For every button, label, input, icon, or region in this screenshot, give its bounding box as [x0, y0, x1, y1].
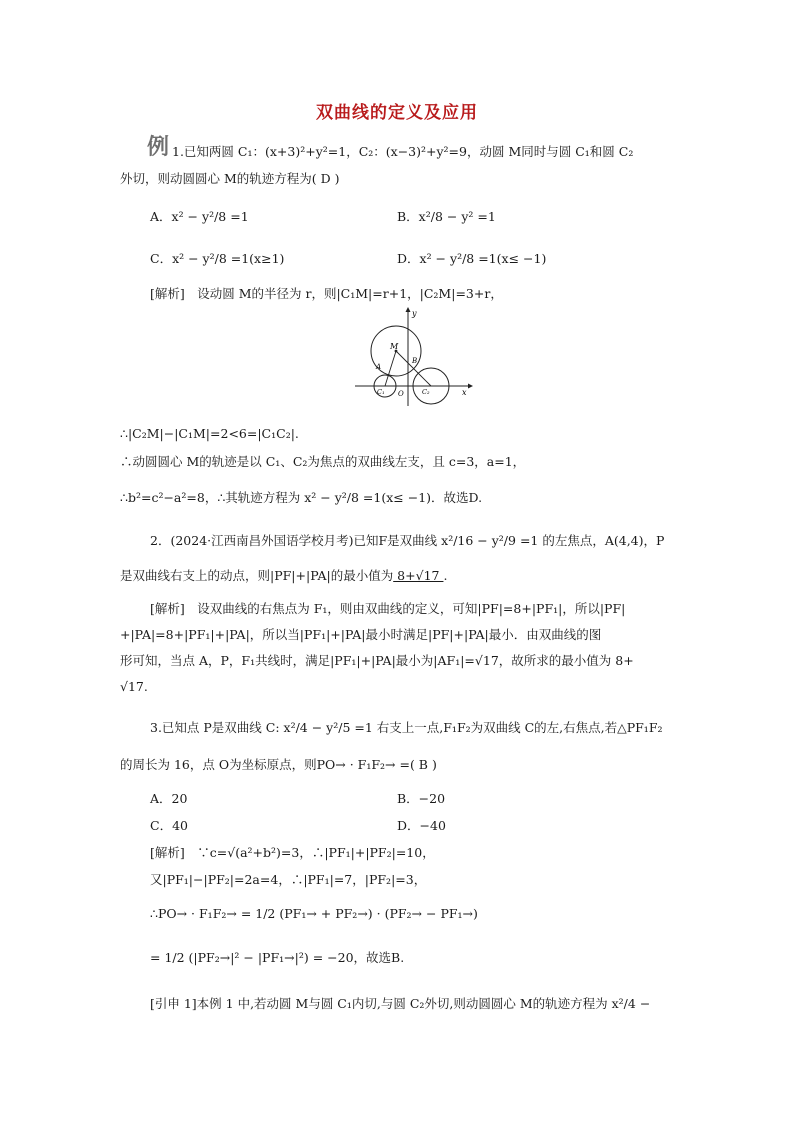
problem3-solution-line1: [解析] ∵c=√(a²+b²)=3，∴|PF₁|+|PF₂|=10， [150, 845, 435, 860]
x-axis-arrow [468, 384, 473, 389]
label-o: O [398, 390, 404, 398]
problem2-solution-line4: √17. [120, 679, 148, 694]
problem1-solution-line2: ∴|C₂M|−|C₁M|=2<6=|C₁C₂|. [120, 426, 299, 441]
problem2-solution-line2: +|PA|=8+|PF₁|+|PA|，所以当|PF₁|+|PA|最小时满足|PF|+|PA|最小．由双曲线的图 [120, 627, 602, 642]
label-c1: C₁ [377, 388, 385, 396]
label-c2: C₂ [422, 388, 430, 396]
label-x: x [462, 388, 467, 397]
problem2-line1: 2．(2024·江西南昌外国语学校月考)已知F是双曲线 x²/16 − y²/9 =1 的左焦点，A(4,4)，P [150, 533, 665, 548]
problem3-option-c: C．40 [150, 818, 188, 833]
problem3-line1: 3.已知点 P是双曲线 C: x²/4 − y²/5 =1 右支上一点,F₁F₂为双曲线 C的左,右焦点,若△PF₁F₂ [150, 720, 663, 735]
problem3-line2: 的周长为 16，点 O为坐标原点，则PO→ · F₁F₂→ =( B ) [120, 757, 437, 772]
problem2-answer: 8+√17 [393, 568, 444, 583]
page-title: 双曲线的定义及应用 [316, 103, 478, 123]
problem2-solution-line1: [解析] 设双曲线的右焦点为 F₁，则由双曲线的定义，可知|PF|=8+|PF₁|，所以|PF| [150, 601, 626, 616]
problem1-option-b: B．x²/8 − y² =1 [397, 209, 496, 224]
problem2-line2-end: . [443, 568, 448, 583]
problem3-solution-line3: ∴PO→ · F₁F₂→ = 1/2 (PF₁→ + PF₂→) · (PF₂→ − PF₁→) [150, 906, 478, 921]
problem3-option-d: D．−40 [397, 818, 446, 833]
problem3-solution-line4: = 1/2 (|PF₂→|² − |PF₁→|²) = −20，故选B. [150, 950, 405, 965]
example-badge: 例 [147, 135, 169, 160]
y-axis-arrow [406, 307, 411, 312]
problem1-solution-line1: [解析] 设动圆 M的半径为 r，则|C₁M|=r+1，|C₂M|=3+r， [150, 286, 503, 301]
problem1-solution-line4: ∴b²=c²−a²=8，∴其轨迹方程为 x² − y²/8 =1(x≤ −1)．故选D. [120, 490, 483, 505]
problem1-option-d: D．x² − y²/8 =1(x≤ −1) [397, 251, 547, 266]
problem1-line1: 1.已知两圆 C₁：(x+3)²+y²=1，C₂：(x−3)²+y²=9，动圆 M同时与圆 C₁和圆 C₂ [172, 144, 634, 159]
label-b: B [412, 357, 418, 365]
label-m: M [390, 342, 399, 351]
two-circles-diagram [350, 306, 475, 408]
problem2-line2-text: 是双曲线右支上的动点，则|PF|+|PA|的最小值为 [120, 568, 394, 583]
problem2-line2 [120, 568, 447, 584]
problem1-option-c: C．x² − y²/8 =1(x≥1) [150, 251, 285, 266]
problem3-option-b: B．−20 [397, 791, 446, 806]
problem3-option-a: A．20 [150, 791, 188, 806]
label-a: A [376, 363, 382, 371]
problem2-solution-line3: 形可知，当点 A，P，F₁共线时，满足|PF₁|+|PA|最小为|AF₁|=√17，故所求的最小值为 8+ [120, 653, 634, 668]
problem1-solution-line3: ∴动圆圆心 M的轨迹是以 C₁、C₂为焦点的双曲线左支，且 c=3，a=1， [120, 454, 526, 469]
problem1-option-a: A．x² − y²/8 =1 [150, 209, 249, 224]
label-y: y [412, 309, 417, 318]
problem3-solution-line2: 又|PF₁|−|PF₂|=2a=4，∴|PF₁|=7，|PF₂|=3， [150, 872, 427, 887]
extension-line1: [引申 1]本例 1 中,若动圆 M与圆 C₁内切,与圆 C₂外切,则动圆圆心 M的轨迹方程为 x²/4 − [150, 996, 651, 1011]
problem1-line2: 外切，则动圆圆心 M的轨迹方程为( D ) [120, 171, 340, 186]
